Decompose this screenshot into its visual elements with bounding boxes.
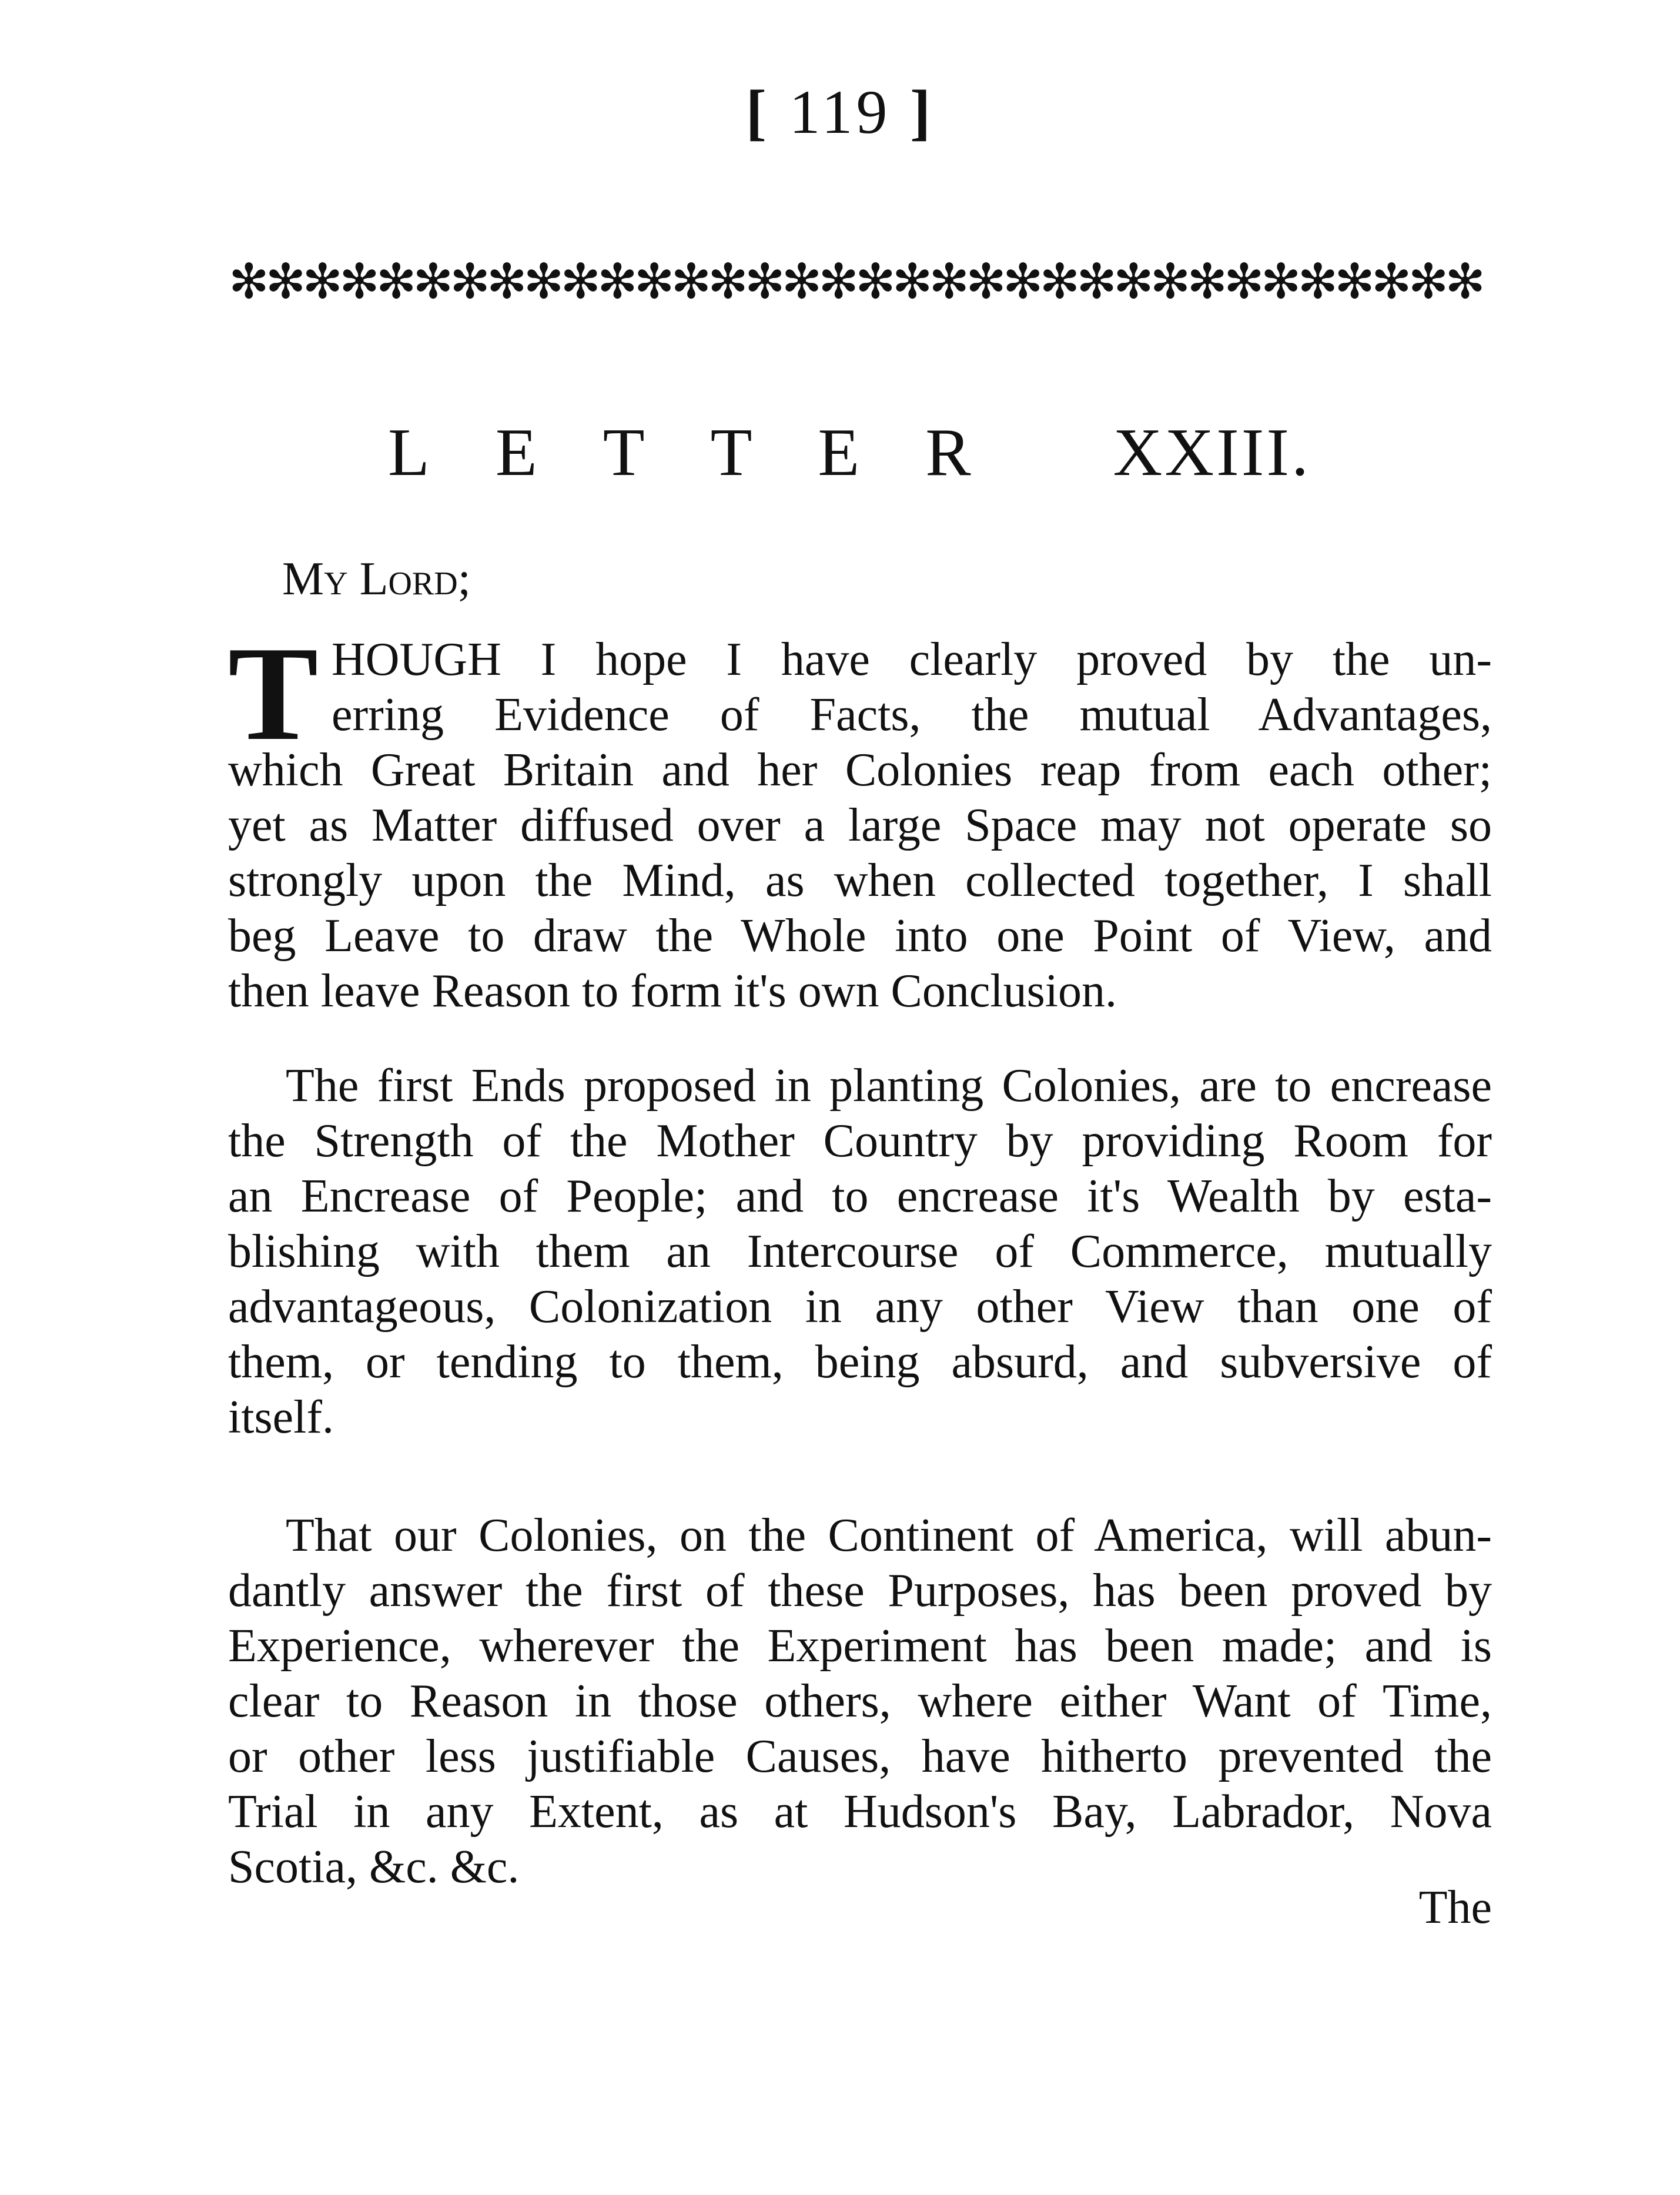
paragraph-1: [228, 618, 1492, 1019]
page-number: [0, 76, 1680, 148]
paragraph-line: strongly upon the Mind, as when collected together, I shall: [228, 855, 1492, 906]
paragraph-line: clear to Reason in those others, where either Want of Time,: [228, 1675, 1492, 1727]
letter-heading-word: LETTER: [388, 415, 1037, 490]
letter-heading-numeral: XXIII.: [1113, 415, 1311, 490]
paragraph-line: the Strength of the Mother Country by providing Room for: [228, 1115, 1492, 1167]
page-number-close-bracket: ]: [910, 78, 935, 146]
paragraph-line: them, or tending to them, being absurd, and subversive of: [228, 1336, 1492, 1388]
paragraph-3: [228, 1508, 1492, 1895]
paragraph-line: itself.: [228, 1391, 334, 1443]
paragraph-line: then leave Reason to form it's own Conclusion.: [228, 965, 1117, 1017]
paragraph-line: an Encrease of People; and to encrease it's Wealth by esta-: [228, 1170, 1492, 1222]
letter-heading: [388, 406, 1311, 500]
paragraph-line: blishing with them an Intercourse of Commerce, mutually: [228, 1226, 1492, 1277]
paragraph-line: erring Evidence of Facts, the mutual Advantages,: [332, 689, 1492, 741]
paragraph-2: [228, 1058, 1492, 1445]
paragraph-line: advantageous, Colonization in any other View than one of: [228, 1281, 1492, 1333]
paragraph-line: That our Colonies, on the Continent of America, will abun-: [286, 1510, 1492, 1561]
paragraph-line: beg Leave to draw the Whole into one Point of View, and: [228, 910, 1492, 962]
paragraph-line: yet as Matter diffused over a large Space may not operate so: [228, 799, 1492, 851]
paragraph-line: The first Ends proposed in planting Colonies, are to encrease: [286, 1060, 1492, 1112]
page-number-open-bracket: [: [745, 78, 770, 146]
paragraph-line: which Great Britain and her Colonies reap from each other;: [228, 744, 1492, 796]
decorative-rule: ✻✻✻✻✻✻✻✻✻✻✻✻✻✻✻✻✻✻✻✻✻✻✻✻✻✻✻✻✻✻✻✻✻✻: [228, 254, 1482, 310]
paragraph-line: dantly answer the first of these Purposes, has been proved by: [228, 1565, 1492, 1617]
catchword: The: [1418, 1882, 1492, 1933]
page-number-value: 119: [789, 78, 891, 146]
paragraph-line: Experience, wherever the Experiment has been made; and is: [228, 1620, 1492, 1672]
paragraph-line: Scotia, &c. &c.: [228, 1841, 520, 1893]
salutation: My Lord;: [282, 553, 471, 605]
paragraph-line: or other less justifiable Causes, have hitherto prevented the: [228, 1731, 1492, 1782]
paragraph-line: Trial in any Extent, as at Hudson's Bay, Labrador, Nova: [228, 1786, 1492, 1838]
drop-capital: T: [228, 618, 319, 768]
paragraph-line: HOUGH I hope I have clearly proved by the un-: [332, 634, 1492, 685]
